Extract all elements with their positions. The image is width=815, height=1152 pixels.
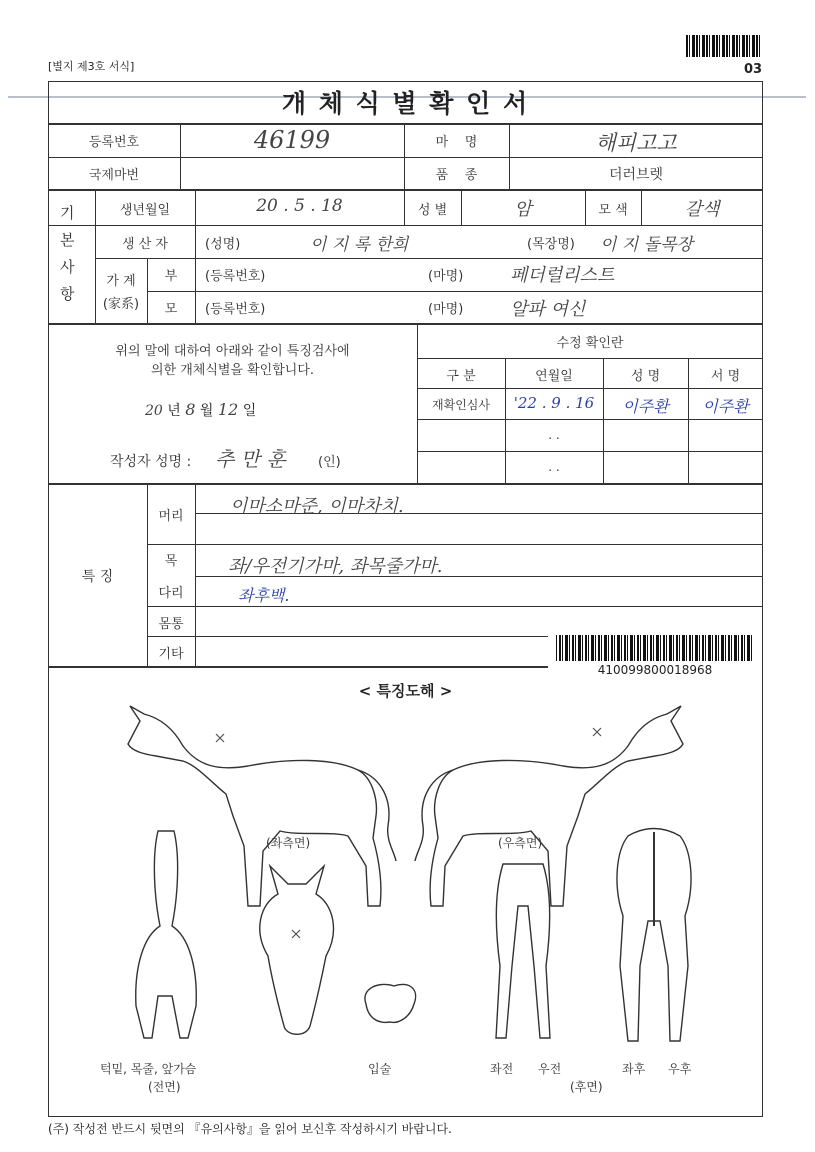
revision-title: 수정 확인란 (556, 336, 624, 351)
seal-label: (인) (318, 455, 341, 470)
revision-row-date[interactable]: . . (548, 428, 560, 442)
front-right-caption: 우전 (538, 1062, 562, 1076)
sex-value[interactable]: 암 (514, 199, 532, 220)
revision-row-type: 재확인심사 (432, 398, 490, 412)
date-month-unit: 월 (199, 403, 214, 419)
right-side-horse (430, 706, 683, 906)
legs-label: 다리 (158, 586, 184, 601)
top-barcode (686, 35, 762, 57)
sire-reg-label: (등록번호) (205, 269, 266, 284)
ranch-label: (목장명) (527, 237, 575, 252)
etc-label: 기타 (158, 647, 184, 662)
dam-name-value[interactable]: 알파 여신 (510, 299, 586, 320)
statement-line2: 의한 개체식별을 확인합니다. (150, 363, 315, 378)
rear-caption: (후면) (570, 1080, 603, 1094)
sex-label: 성 별 (417, 203, 448, 218)
front-legs-view (496, 864, 550, 1038)
family-label: 가 계 (106, 274, 136, 289)
date-month[interactable]: 8 (185, 400, 196, 419)
dam-name-label: (마명) (428, 302, 464, 317)
lips-caption: 입술 (368, 1062, 392, 1076)
revision-col-type: 구 분 (446, 369, 476, 384)
head-front-view (260, 866, 334, 1034)
horse-diagram (48, 666, 763, 1066)
rear-left-caption: 좌후 (622, 1062, 646, 1076)
birth-label: 생년월일 (119, 203, 171, 218)
body-label: 몸통 (158, 617, 184, 632)
family-hanja: (家系) (102, 297, 140, 312)
revision-row-sign[interactable]: 이주환 (702, 397, 749, 416)
head-label: 머리 (158, 509, 184, 524)
right-side-caption: (우측면) (498, 836, 543, 850)
page-number: 03 (744, 62, 763, 77)
head-value[interactable]: 이마소마준, 이마차치. (230, 496, 404, 517)
front-left-caption: 좌전 (490, 1062, 514, 1076)
confirm-date (145, 400, 256, 420)
producer-name-label: (성명) (205, 237, 241, 252)
dam-label: 모 (164, 302, 178, 317)
page-title: 개 체 식 별 확 인 서 (281, 89, 530, 118)
color-label: 모 색 (598, 203, 628, 218)
diagram-title: < 특징도해 > (358, 682, 453, 700)
lips-view (365, 984, 416, 1022)
left-side-caption: (좌측면) (266, 836, 311, 850)
features-label: 특 징 (81, 569, 114, 585)
revision-col-date: 연월일 (535, 369, 573, 384)
sire-label: 부 (164, 269, 178, 284)
birth-value[interactable]: 20 . 5 . 18 (256, 196, 343, 216)
producer-name-value[interactable]: 이 지 록 한희 (310, 235, 409, 255)
left-side-horse (128, 706, 381, 906)
date-day[interactable]: 12 (217, 400, 239, 419)
revision-col-sign: 서 명 (710, 369, 741, 384)
sticker-bars (556, 635, 754, 661)
neck-label: 목 (164, 554, 178, 569)
breed-value: 더러브렛 (608, 167, 664, 183)
rear-right-caption: 우후 (668, 1062, 692, 1076)
revision-row-date[interactable]: . . (548, 460, 560, 474)
reg-no-label: 등록번호 (88, 135, 140, 150)
sire-name-value[interactable]: 페더럴리스트 (510, 265, 615, 286)
legs-value-1[interactable]: 좌/우전기가마, 좌목줄가마. (228, 556, 443, 577)
writer-value[interactable]: 추 만 훈 (215, 447, 286, 471)
intl-no-label: 국제마번 (88, 168, 140, 183)
horse-name-value[interactable]: 해피고고 (595, 131, 677, 155)
front-caption-1: 턱밑, 목줄, 앞가슴 (100, 1062, 197, 1076)
date-day-unit: 일 (242, 403, 257, 419)
sticker-number: 410099800018968 (597, 663, 713, 677)
revision-row-date[interactable]: '22 . 9 . 16 (513, 394, 595, 412)
revision-col-name: 성 명 (630, 369, 661, 384)
revision-row-name[interactable]: 이주환 (622, 397, 669, 416)
chest-view (136, 831, 197, 1038)
producer-label: 생 산 자 (122, 237, 168, 252)
basic-info-label: 기본사항 (60, 204, 75, 303)
sire-name-label: (마명) (428, 269, 464, 284)
reg-no-value[interactable]: 46199 (253, 126, 331, 154)
footer-note: (주) 작성전 반드시 뒷면의 『유의사항』을 읽어 보신후 작성하시기 바랍니다. (48, 1122, 452, 1136)
color-value[interactable]: 갈색 (684, 199, 720, 220)
statement-line1: 위의 말에 대하여 아래와 같이 특징검사에 (115, 344, 350, 359)
date-prefix[interactable]: 20 (145, 403, 163, 419)
horse-name-label: 마 명 (435, 135, 478, 150)
date-year-unit: 년 (167, 403, 181, 419)
dam-reg-label: (등록번호) (205, 302, 266, 317)
legs-value-2[interactable]: 좌후백. (238, 586, 290, 605)
form-tag: [별지 제3호 서식] (48, 60, 135, 73)
front-caption-2: (전면) (148, 1080, 181, 1094)
writer-label: 작성자 성명 : (110, 454, 192, 470)
ranch-value[interactable]: 이 지 돌목장 (600, 235, 693, 255)
breed-label: 품 종 (435, 168, 478, 183)
